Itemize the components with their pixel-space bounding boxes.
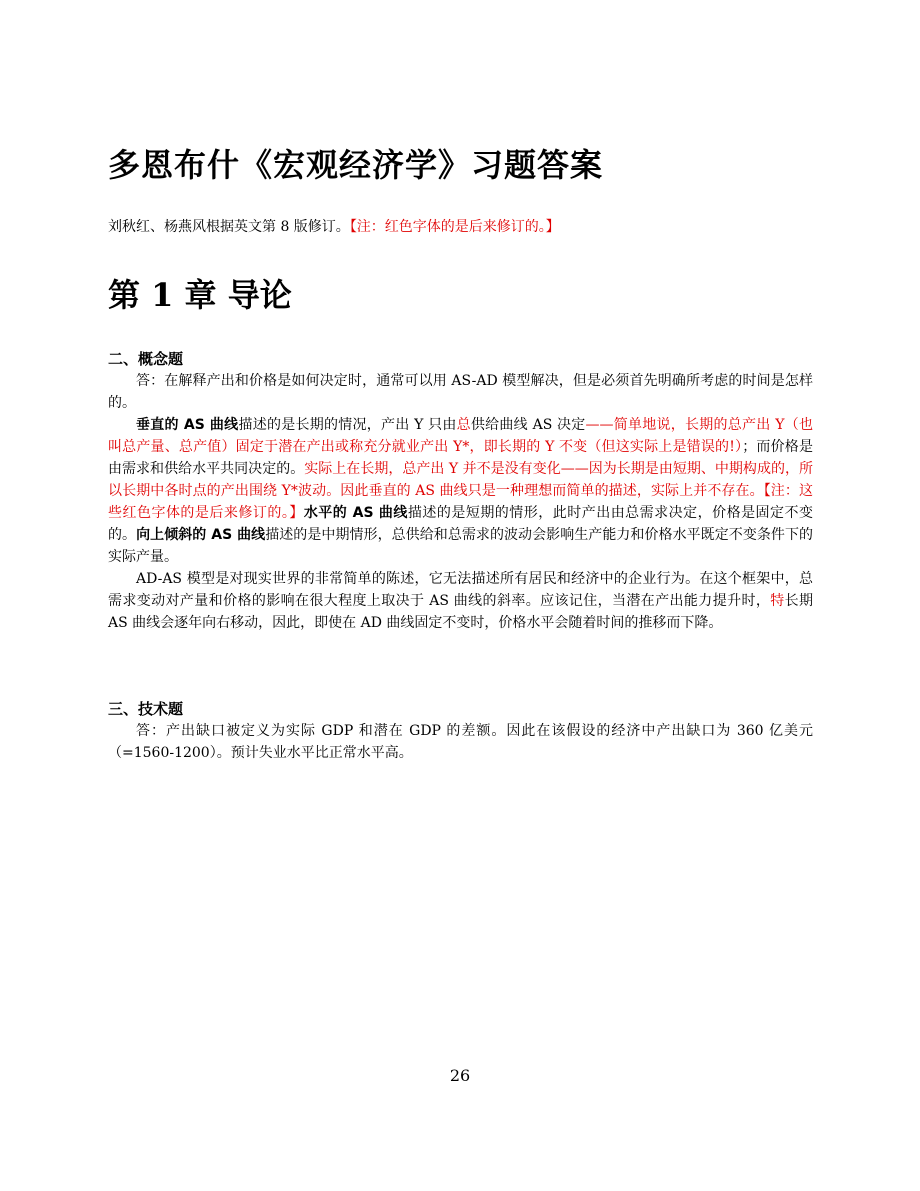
keyword-vertical-as: 垂直的 AS 曲线 (136, 417, 239, 433)
text-span: 供给曲线 AS 决定 (470, 417, 586, 433)
answer-paragraph: 答：产出缺口被定义为实际 GDP 和潜在 GDP 的差额。因此在该假设的经济中产出缺口为 360 亿美元（=1560-1200）。预计失业水平比正常水平高。 (108, 723, 813, 761)
section-heading-technical: 三、技术题 (108, 700, 184, 718)
as-curve-paragraph (108, 414, 813, 568)
section-body-concepts (108, 370, 813, 634)
document-subtitle (108, 216, 560, 236)
revised-text: 实际上在长期，总产出 Y 并不是没有变化——因为长期是由短期、中期构成的，所以长期中各时点的产出围绕 Y*波动。因此垂直的 AS 曲线只是一种理想而简单的描述，实际上并不存在。【注：这些红色字体的是后来修订的。】 (108, 461, 814, 521)
text-span: 描述的是中期情形，总供给和总需求的波动会影响生产能力和价格水平既定不变条件下的实际产量。 (108, 527, 814, 565)
text-span: 长期 AS 曲线会逐年向右移动，因此，即使在 AD 曲线固定不变时，价格水平会随着时间的推移而下降。 (108, 593, 814, 631)
revised-text: 特 (770, 593, 785, 609)
revision-note: 【注：红色字体的是后来修订的。】 (349, 219, 560, 235)
section-heading-concepts: 二、概念题 (108, 350, 184, 368)
text-span: 描述的是长期的情况，产出 Y 只由 (238, 417, 457, 433)
page-number: 26 (449, 1066, 471, 1085)
subtitle-text: 刘秋红、杨燕风根据英文第 8 版修订。 (108, 219, 350, 235)
ad-as-model-paragraph (108, 568, 813, 634)
revised-text: 总 (456, 417, 471, 433)
section-body-technical (108, 720, 813, 764)
document-title: 多恩布什《宏观经济学》习题答案 (108, 146, 604, 184)
text-span: ；而价格是由需求和供给水平共同决定的。 (108, 439, 813, 477)
keyword-horizontal-as: 水平的 AS 曲线 (303, 505, 408, 521)
revised-text: ——简单地说，长期的总产出 Y（也叫总产量、总产值）固定于潜在产出或称充分就业产出 Y*，即长期的 Y 不变（但这实际上是错误的!） (108, 417, 813, 455)
text-span: 描述的是短期的情形，此时产出由总需求决定，价格是固定不变的。 (108, 505, 814, 543)
text-span: AD-AS 模型是对现实世界的非常简单的陈述，它无法描述所有居民和经济中的企业行为。在这个框架中，总需求变动对产量和价格的影响在很大程度上取决于 AS 曲线的斜率。应该记住，当潜在产出能力提升时， (108, 571, 813, 609)
chapter-heading: 第 1 章 导论 (108, 276, 292, 314)
answer-paragraph: 答：在解释产出和价格是如何决定时，通常可以用 AS-AD 模型解决，但是必须首先明确所考虑的时间是怎样的。 (108, 373, 813, 411)
keyword-upward-as: 向上倾斜的 AS 曲线 (136, 527, 266, 543)
